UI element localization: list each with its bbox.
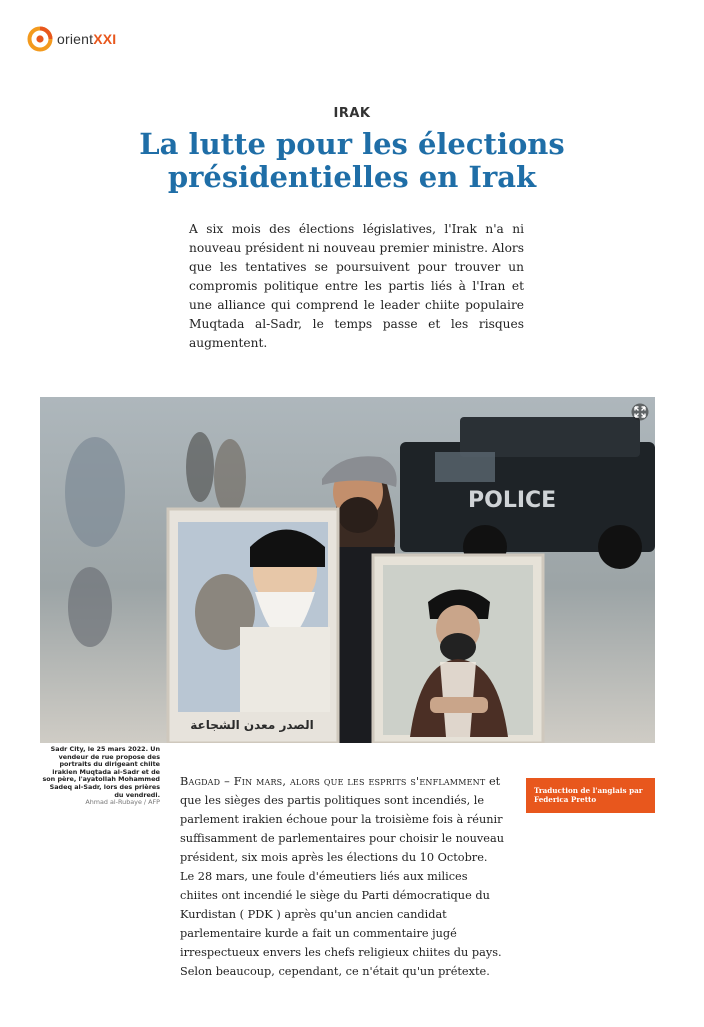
caption-text: Sadr City, le 25 mars 2022. Un vendeur de rue propose des portraits du dirigeant chiite irakien Muqtada al-Sadr et de son père, l'ayatollah Mohammed Sadeq al-Sadr, lors des prières du vendredi.	[42, 745, 160, 799]
article-body	[180, 772, 505, 981]
article-body-text: et que les sièges des partis politiques sont incendiés, le parlement irakien échoue pour la troisième fois à réunir suffisamment de parlementaires pour choisir le nouveau président, six mois après les élections du 10 Octobre. Le 28 mars, une foule d'émeutiers liés aux milices chiites ont incendié le siège du Parti démocratique du Kurdistan ( PDK ) après qu'un ancien candidat parlementaire kurde a fait un commentaire jugé irrespectueux envers les chefs religieux chiites du pays. Selon beaucoup, cependant, ce n'était qu'un prétexte.	[180, 775, 505, 978]
section-label[interactable]: IRAK	[333, 106, 371, 121]
expand-icon	[631, 403, 649, 421]
article-photo	[40, 397, 655, 743]
article-summary: A six mois des élections législatives, l'Irak n'a ni nouveau président ni nouveau premier ministre. Alors que les tentatives se poursuivent pour trouver un compromis politique entre les partis liés à l'Iran et une alliance qui comprend le leader chiite populaire Muqtada al-Sadr, le temps passe et les risques augmentent.	[189, 222, 524, 350]
article-lead: Bagdad – Fin mars, alors que les esprits s'enflamment	[180, 775, 486, 788]
site-logo[interactable]	[27, 26, 116, 52]
translation-note: Traduction de l'anglais par Federica Pretto	[526, 778, 655, 813]
article-title: La lutte pour les élections présidentielles en Irak	[139, 127, 565, 194]
sign-arabic-text: الصدر معدن الشجاعة	[190, 718, 314, 732]
photo-illustration	[40, 397, 655, 743]
photo-caption	[40, 746, 160, 807]
photo-credit: Ahmad al-Rubaye / AFP	[85, 798, 160, 807]
expand-image-button[interactable]	[631, 403, 649, 421]
logo-wordmark: orientXXI	[57, 31, 117, 47]
police-text: POLICE	[468, 488, 557, 513]
orient-logo-icon	[27, 26, 53, 52]
